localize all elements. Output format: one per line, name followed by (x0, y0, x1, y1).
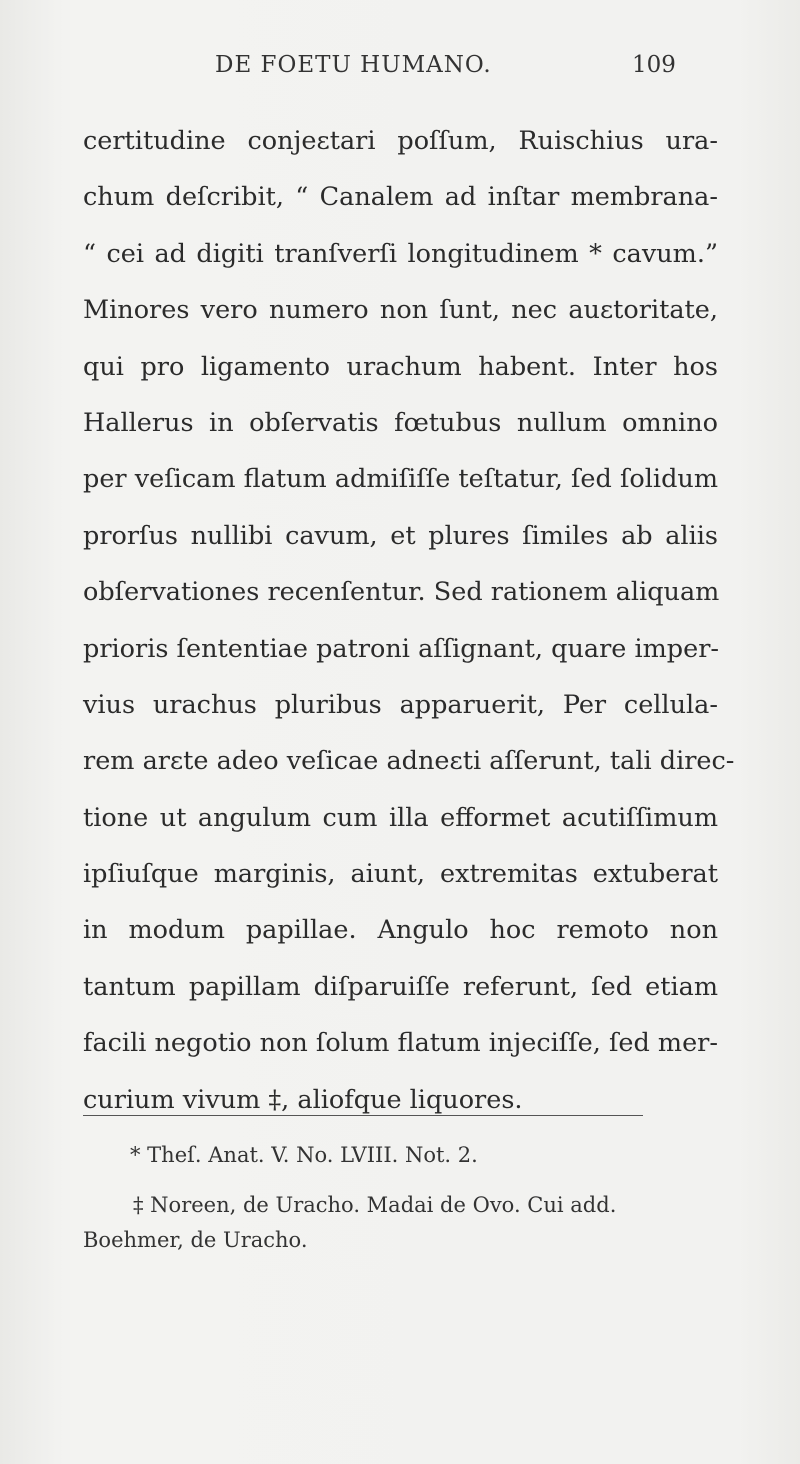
text-line: Hallerus in obſervatis fœtubus nullum omnino (83, 407, 718, 438)
text-line: tantum papillam diſparuiſſe referunt, ſed etiam (83, 971, 718, 1002)
text-line: per veſicam flatum admiſiſſe teſtatur, ſed ſolidum (83, 464, 718, 495)
running-title: DE FOETU HUMANO. (215, 52, 492, 78)
text-line: prorſus nullibi cavum, et plures ſimiles ab aliis (83, 520, 718, 551)
text-line: prioris ſententiae patroni aſſignant, quare imper- (83, 633, 720, 664)
text-line: “ cei ad digiti tranſverſi longitudinem * cavum.” (83, 238, 718, 269)
page-number: 109 (632, 52, 676, 78)
footnote-rule (83, 1115, 643, 1116)
text-line-last: curium vivum ‡, aliofque liquores. (83, 1084, 523, 1115)
footnote-2-continued: Boehmer, de Uracho. (83, 1228, 308, 1252)
body-text (83, 113, 735, 1128)
text-line: certitudine conjeɛtari poſſum, Ruischius ura- (83, 126, 718, 156)
footnote-2: ‡ Noreen, de Uracho. Madai de Ovo. Cui add. (133, 1193, 617, 1217)
text-line: tione ut angulum cum illa efformet acutiſſimum (83, 802, 718, 833)
footnote-1: * Theſ. Anat. V. No. LVIII. Not. 2. (130, 1143, 478, 1167)
text-line: in modum papillae. Angulo hoc remoto non (83, 915, 718, 946)
text-line: facili negotio non ſolum flatum injeciſſe, ſed mer- (83, 1028, 718, 1059)
text-line: chum deſcribit, “ Canalem ad inſtar membrana- (83, 182, 718, 213)
running-head (0, 52, 800, 92)
text-line: ipſiuſque marginis, aiunt, extremitas extuberat (83, 859, 718, 890)
text-line: obſervationes recenſentur. Sed rationem aliquam (83, 577, 720, 608)
text-line: vius urachus pluribus apparuerit, Per cellula- (83, 689, 718, 720)
text-line: rem arɛte adeo veſicae adneɛti aſſerunt, tali direc- (83, 746, 735, 777)
text-line: Minores vero numero non ſunt, nec auɛtoritate, (83, 295, 718, 326)
text-line: qui pro ligamento urachum habent. Inter hos (83, 351, 718, 382)
